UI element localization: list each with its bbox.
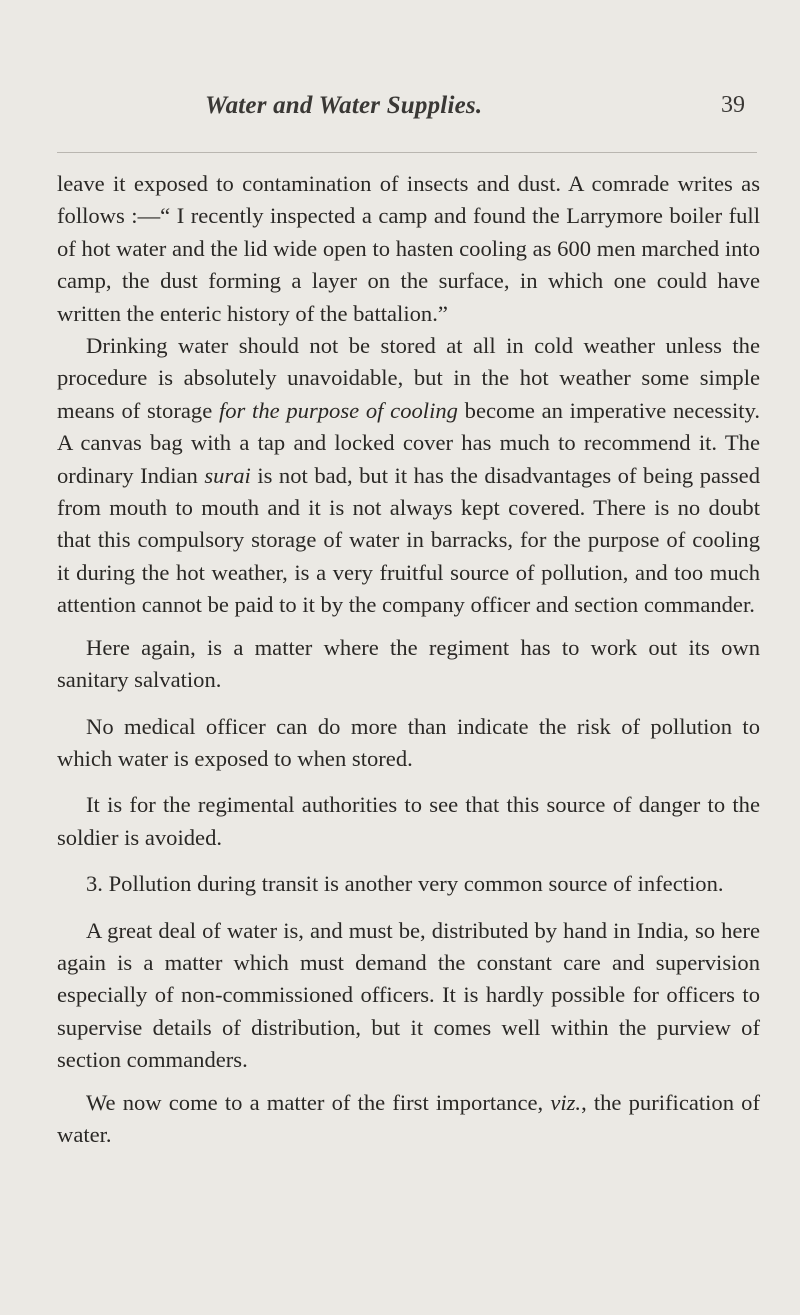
paragraph-2-italic-2: surai [204,462,251,488]
paragraph-2-part-3: is not bad, but it has the disadvantages of being passed from mouth to mouth and it is not always kept covered. There is no doubt that this compulsory storage of water in barracks, for the purpose of cooling it during the hot weather, is a very fruitful source of pollution, and too much attention cannot be paid to it by the company officer and section commander. [57,462,760,618]
paragraph-6: 3. Pollution during transit is another very common source of infection. [86,871,724,897]
paragraph-5: It is for the regimental authorities to see that this source of danger to the soldier is avoided. [57,792,760,850]
paragraph-7: A great deal of water is, and must be, distributed by hand in India, so here again is a matter which must demand the constant care and supervision especially of non-commissioned officers. It is hardly possible for officers to supervise details of distribution, but it comes well within the purview of section commanders. [57,917,760,1073]
paragraph-2-part-2: become an imperative necessity. A canvas bag with a tap and locked cover has much to recommend it. The ordinary Indian [57,397,761,488]
paragraph-4: No medical officer can do more than indicate the risk of pollution to which water is exposed to when stored. [57,713,760,771]
paragraph-2-part-1: Drinking water should not be stored at all in cold weather unless the procedure is absolutely unavoidable, but in the hot weather some simple means of storage [57,333,760,423]
paragraph-8-part-2: , the purification of water. [57,1089,760,1147]
paragraph-1: leave it exposed to contamination of insects and dust. A comrade writes as follows :—“ I recently inspected a camp and found the Larrymore boiler full of hot water and the lid wide open to hasten cooling as 600 men marched into camp, the dust forming a layer on the surface, in which one could have written the enteric history of the battalion.” [57,171,760,326]
paragraph-3: Here again, is a matter where the regiment has to work out its own sanitary salvation. [57,634,760,693]
paragraph-8-part-1: We now come to a matter of the first importance, [86,1089,551,1115]
paragraph-8 [57,1087,760,1152]
paragraph-8-italic-1: viz. [550,1089,582,1115]
body-text [57,168,760,1151]
paragraph-2-italic-1: for the purpose of cooling [218,397,458,423]
running-head [0,92,800,132]
running-title: Water and Water Supplies. [205,92,483,119]
paragraph-2 [57,330,760,622]
header-rule [57,152,757,153]
page-number: 39 [721,92,745,118]
